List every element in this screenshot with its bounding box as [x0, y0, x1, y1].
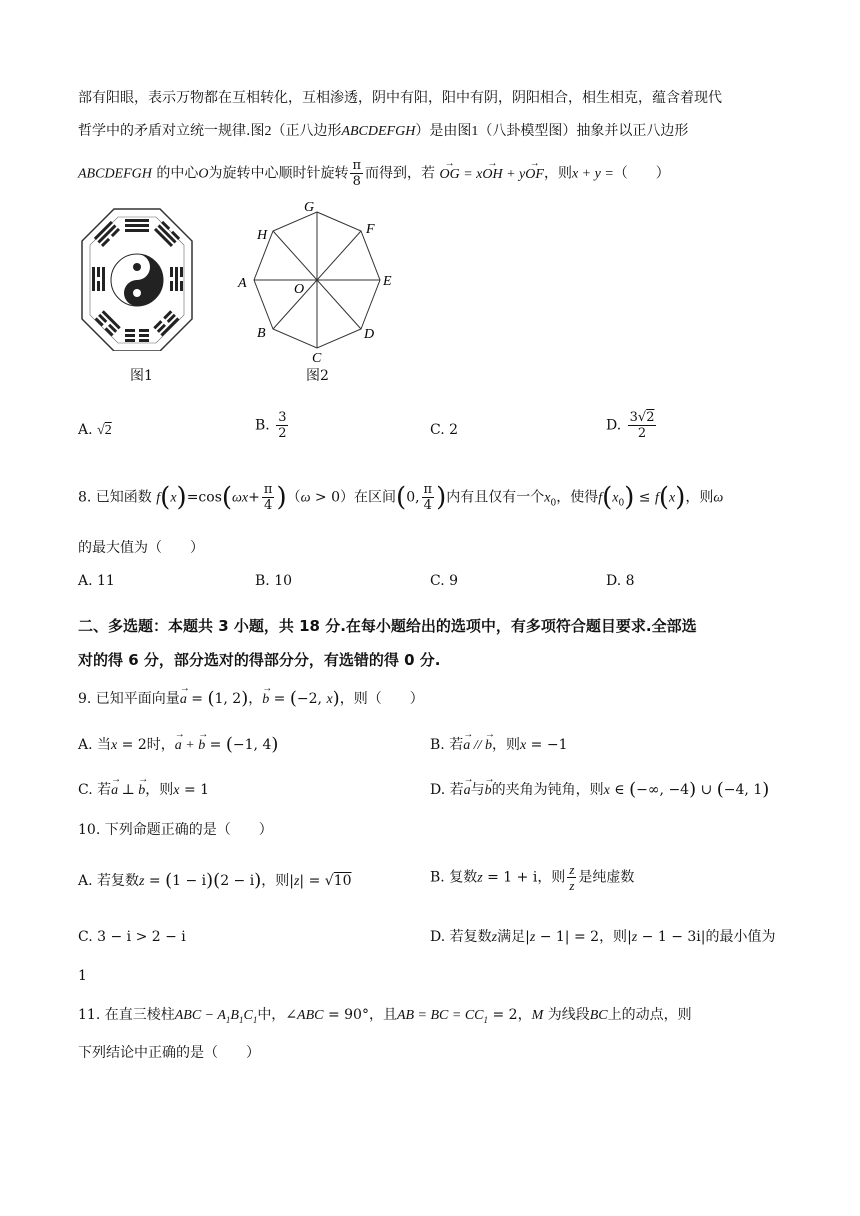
octagon-figure: [236, 196, 398, 364]
label-H: H: [257, 228, 268, 243]
label-F: F: [366, 222, 375, 237]
label-A: A: [238, 276, 247, 291]
q10-option-d: D. 若复数z满足|z − 1| = 2，则|z − 1 − 3i|的最小值为: [430, 929, 776, 945]
figure-1-caption: 图1: [130, 368, 153, 384]
q7-option-a: A. √2: [78, 422, 112, 438]
intro-line-3: ABCDEFGH 的中心O为旋转中心顺时针旋转 $\frac{\pi}{8}$ 而得到，若 OG → = xOH → + yOF →，则x + y =（ ）: [78, 158, 670, 189]
q7-option-c: C. 2: [430, 422, 459, 438]
section-2-heading-line-2: 对的得 6 分，部分选对的得部分分，有选错的得 0 分.: [78, 651, 441, 669]
q10-option-b: B. 复数z = 1 + i，则 $\frac{z}{z}$ 是纯虚数: [430, 862, 635, 893]
q10-stem: 10. 下列命题正确的是（ ）: [78, 822, 273, 838]
intro-line-2: 哲学中的矛盾对立统一规律.图2（正八边形ABCDEFGH）是由图1（八卦模型图）抽象并以正八边形: [78, 123, 689, 139]
q9-option-a: A. 当x = 2时，a → + b → = (−1, 4): [78, 735, 278, 756]
q8-stem: 8. 已知函数 f(x)=cos(ωx+ $\frac{\pi}{4}$ )（ω > 0）在区间(0, $\frac{\pi}{4}$ )内有且仅有一个$x_0$，使得$f(x_0) \le f(x)$，则ω: [78, 482, 724, 513]
q8-option-c: C. 9: [430, 573, 459, 589]
q9-option-c: C. 若a → ⊥ b →，则x = 1: [78, 780, 209, 801]
q10-option-d-tail: 1: [78, 968, 87, 984]
bagua-figure: [78, 205, 196, 351]
q10-option-c: C. 3 − i > 2 − i: [78, 929, 186, 945]
label-G: G: [304, 200, 315, 215]
section-2-heading-line-1: 二、多选题：本题共 3 小题，共 18 分.在每小题给出的选项中，有多项符合题目要求.全部选: [78, 617, 697, 635]
q11-stem-line-2: 下列结论中正确的是（ ）: [78, 1045, 260, 1061]
intro-line-1: 部有阳眼，表示万物都在互相转化，互相渗透，阴中有阳，阳中有阴，阴阳相合，相生相克，蕴含着现代: [78, 90, 722, 106]
q11-stem: 11. 在直三棱柱ABC − $A_1B_1C_1$中，∠ABC = 90°，且AB = BC = $CC_1 = 2$，M 为线段BC上的动点，则: [78, 1007, 692, 1025]
q9-stem: 9. 已知平面向量a → = (1, 2)，b → = (−2, x)，则（ ）: [78, 689, 424, 710]
label-C: C: [312, 351, 322, 364]
q7-option-b: B. $\frac{3}{2}$: [255, 410, 287, 441]
figure-2-caption: 图2: [306, 368, 329, 384]
q9-option-b: B. 若a → // b →，则x = −1: [430, 735, 567, 756]
q8-option-d: D. 8: [606, 573, 635, 589]
label-O: O: [294, 282, 305, 297]
label-B: B: [257, 326, 266, 341]
q10-option-a: A. 若复数z = (1 − i)(2 − i)，则|z| = √10: [78, 870, 352, 891]
q8-stem-line-2: 的最大值为（ ）: [78, 540, 204, 556]
q7-option-d: D. $\frac{3√2}{2}$: [606, 410, 655, 441]
label-D: D: [364, 327, 375, 342]
q9-option-d: D. 若a →与b →的夹角为钝角，则x ∈ (−∞, −4) ∪ (−4, 1): [430, 780, 769, 801]
q8-option-a: A. 11: [78, 573, 115, 589]
pi-over-8: $\frac{\pi}{8}$: [352, 158, 362, 189]
q8-option-b: B. 10: [255, 573, 293, 589]
label-E: E: [383, 274, 392, 289]
